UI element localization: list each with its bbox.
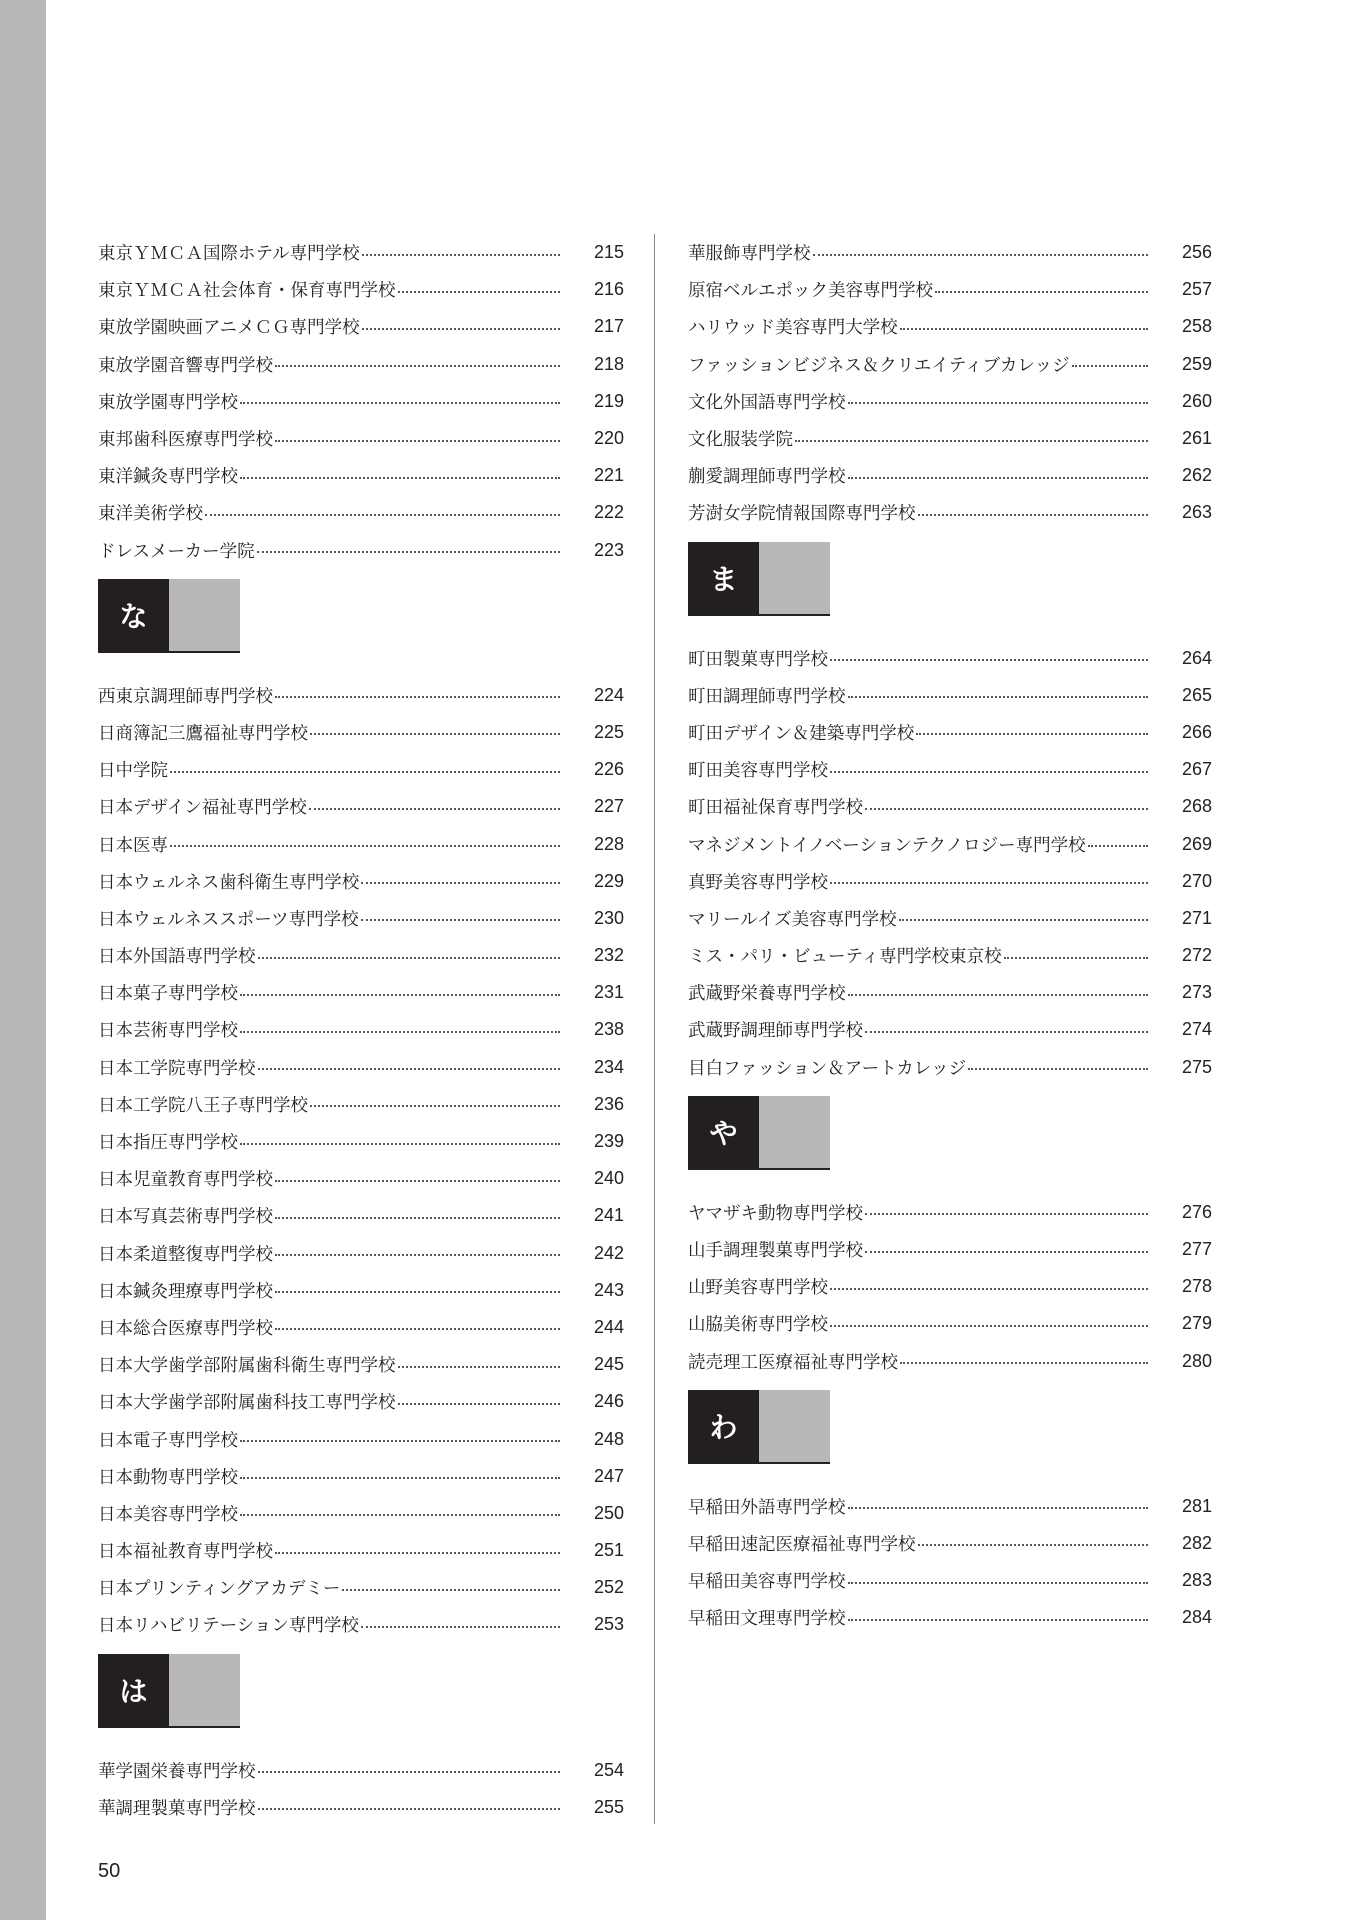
- index-entry: [688, 1194, 1212, 1231]
- index-entry: [98, 1420, 624, 1457]
- school-name: 読売理工医療福祉専門学校: [688, 1352, 898, 1373]
- index-entry: [98, 1569, 624, 1606]
- index-entry: [98, 494, 624, 531]
- dot-leader: [361, 1626, 560, 1628]
- page-ref: 243: [593, 1279, 624, 1300]
- school-name: 真野美容専門学校: [688, 872, 828, 893]
- school-name: 日本大学歯学部附属歯科衛生専門学校: [98, 1356, 396, 1377]
- school-name: 日本柔道整復専門学校: [98, 1244, 273, 1265]
- page-ref: 279: [1181, 1313, 1212, 1334]
- dot-leader: [795, 440, 1148, 442]
- dot-leader: [935, 291, 1148, 293]
- dot-leader: [258, 957, 561, 959]
- index-entry: [688, 974, 1212, 1011]
- dot-leader: [848, 402, 1149, 404]
- school-name: 山野美容専門学校: [688, 1278, 828, 1299]
- school-name: 早稲田美容専門学校: [688, 1572, 846, 1593]
- page-ref: 257: [1181, 279, 1212, 300]
- dot-leader: [813, 254, 1149, 256]
- school-name: 華学園栄養専門学校: [98, 1761, 256, 1782]
- page-ref: 242: [593, 1242, 624, 1263]
- index-entry: [688, 1488, 1212, 1525]
- school-name: 武蔵野栄養専門学校: [688, 984, 846, 1005]
- school-name: 日本プリンティングアカデミー: [98, 1579, 341, 1600]
- school-name: 東放学園音響専門学校: [98, 355, 273, 376]
- school-name: ヤマザキ動物専門学校: [688, 1203, 863, 1224]
- page-ref: 246: [593, 1391, 624, 1412]
- page-ref: 219: [593, 390, 624, 411]
- school-name: 町田製菓専門学校: [688, 649, 828, 670]
- index-entry: [98, 420, 624, 457]
- school-name: 日本鍼灸理療専門学校: [98, 1281, 273, 1302]
- index-entry: [98, 457, 624, 494]
- index-entry: [688, 900, 1212, 937]
- page-ref: 255: [593, 1796, 624, 1817]
- school-name: ファッションビジネス＆クリエイティブカレッジ: [688, 355, 1070, 376]
- index-entry: [688, 1343, 1212, 1380]
- dot-leader: [830, 659, 1148, 661]
- dot-leader: [830, 771, 1148, 773]
- page-ref: 269: [1181, 833, 1212, 854]
- index-entry: [688, 1562, 1212, 1599]
- page-ref: 252: [593, 1577, 624, 1598]
- page-ref: 268: [1181, 796, 1212, 817]
- page-ref: 260: [1181, 390, 1212, 411]
- school-name: 原宿ベルエポック美容専門学校: [688, 281, 933, 302]
- school-name: 早稲田文理専門学校: [688, 1609, 846, 1630]
- section-header: [98, 1654, 624, 1728]
- dot-leader: [205, 514, 560, 516]
- school-name: 日商簿記三鷹福祉専門学校: [98, 723, 308, 744]
- dot-leader: [830, 882, 1148, 884]
- page-ref: 283: [1181, 1570, 1212, 1591]
- page-ref: 240: [593, 1168, 624, 1189]
- section-header-gray-block: [169, 579, 240, 651]
- dot-leader: [848, 696, 1149, 698]
- school-name: 早稲田速記医療福祉専門学校: [688, 1534, 916, 1555]
- school-name: 武蔵野調理師専門学校: [688, 1021, 863, 1042]
- index-entry: [98, 1789, 624, 1826]
- page-ref: 229: [593, 870, 624, 891]
- dot-leader: [258, 1771, 561, 1773]
- dot-leader: [170, 771, 560, 773]
- dot-leader: [865, 808, 1148, 810]
- school-name: 華服飾専門学校: [688, 244, 811, 265]
- school-name: 日本福祉教育専門学校: [98, 1542, 273, 1563]
- dot-leader: [275, 440, 560, 442]
- page-ref: 218: [593, 353, 624, 374]
- school-name: 山手調理製菓専門学校: [688, 1241, 863, 1262]
- dot-leader: [362, 328, 560, 330]
- dot-leader: [1072, 365, 1148, 367]
- dot-leader: [848, 1582, 1149, 1584]
- page-ref: 251: [593, 1540, 624, 1561]
- dot-leader: [899, 919, 1148, 921]
- index-entry: [98, 308, 624, 345]
- page-ref: 273: [1181, 982, 1212, 1003]
- school-name: 日本電子専門学校: [98, 1430, 238, 1451]
- page-ref: 282: [1181, 1532, 1212, 1553]
- index-entry: [98, 1346, 624, 1383]
- dot-leader: [240, 477, 560, 479]
- dot-leader: [900, 1362, 1148, 1364]
- page-ref: 253: [593, 1614, 624, 1635]
- index-entry: [98, 271, 624, 308]
- page-ref: 265: [1181, 684, 1212, 705]
- section-kana: や: [688, 1096, 759, 1168]
- index-entry: [688, 1305, 1212, 1342]
- index-entry: [98, 346, 624, 383]
- page-ref: 267: [1181, 759, 1212, 780]
- school-name: 蒯愛調理師専門学校: [688, 467, 846, 488]
- page-ref: 221: [593, 465, 624, 486]
- page-ref: 239: [593, 1131, 624, 1152]
- index-entry: [98, 1049, 624, 1086]
- dot-leader: [275, 1180, 560, 1182]
- page-ref: 241: [593, 1205, 624, 1226]
- school-name: 芳澍女学院情報国際専門学校: [688, 504, 916, 525]
- school-name: 東洋美術学校: [98, 504, 203, 525]
- page-ref: 254: [593, 1759, 624, 1780]
- school-name: 町田美容専門学校: [688, 761, 828, 782]
- index-entry: [98, 1272, 624, 1309]
- index-entry: [98, 825, 624, 862]
- page-ref: 258: [1181, 316, 1212, 337]
- school-name: 町田福祉保育専門学校: [688, 798, 863, 819]
- index-entry: [688, 677, 1212, 714]
- index-entry: [98, 532, 624, 569]
- page-ref: 227: [593, 796, 624, 817]
- index-entry: [98, 234, 624, 271]
- dot-leader: [900, 328, 1148, 330]
- index-entry: [98, 1197, 624, 1234]
- dot-leader: [275, 1217, 560, 1219]
- page-ref: 248: [593, 1428, 624, 1449]
- school-name: 西東京調理師専門学校: [98, 686, 273, 707]
- side-bar: [0, 0, 46, 1920]
- index-entry: [98, 900, 624, 937]
- index-entry: [98, 751, 624, 788]
- dot-leader: [918, 514, 1149, 516]
- index-entry: [688, 640, 1212, 677]
- dot-leader: [848, 1507, 1149, 1509]
- school-name: 東放学園映画アニメＣＧ専門学校: [98, 318, 360, 339]
- dot-leader: [848, 1619, 1149, 1621]
- school-name: ドレスメーカー学院: [98, 541, 255, 562]
- page-ref: 223: [593, 539, 624, 560]
- page-ref: 256: [1181, 242, 1212, 263]
- page-ref: 215: [593, 242, 624, 263]
- dot-leader: [1004, 957, 1148, 959]
- dot-leader: [398, 1366, 561, 1368]
- page-ref: 216: [593, 279, 624, 300]
- page-ref: 225: [593, 721, 624, 742]
- dot-leader: [240, 402, 560, 404]
- school-name: 東京ＹＭＣＡ社会体育・保育専門学校: [98, 281, 396, 302]
- page-ref: 245: [593, 1354, 624, 1375]
- index-entry: [688, 308, 1212, 345]
- page-ref: 275: [1181, 1056, 1212, 1077]
- school-name: 文化外国語専門学校: [688, 392, 846, 413]
- dot-leader: [1088, 845, 1148, 847]
- school-name: 日本動物専門学校: [98, 1467, 238, 1488]
- index-entry: [98, 788, 624, 825]
- school-name: 町田調理師専門学校: [688, 686, 846, 707]
- page-ref: 244: [593, 1316, 624, 1337]
- dot-leader: [310, 733, 560, 735]
- dot-leader: [257, 551, 560, 553]
- school-name: 日本美容専門学校: [98, 1504, 238, 1525]
- index-entry: [98, 1495, 624, 1532]
- dot-leader: [309, 808, 560, 810]
- dot-leader: [848, 477, 1149, 479]
- dot-leader: [830, 1325, 1148, 1327]
- page-ref: 264: [1181, 647, 1212, 668]
- school-name: 日本菓子専門学校: [98, 984, 238, 1005]
- dot-leader: [275, 1254, 560, 1256]
- index-entry: [688, 271, 1212, 308]
- section-header-gray-block: [759, 1096, 830, 1168]
- index-entry: [98, 1011, 624, 1048]
- school-name: 日本リハビリテーション専門学校: [98, 1616, 359, 1637]
- school-name: 町田デザイン＆建築専門学校: [688, 723, 915, 744]
- page-ref: 262: [1181, 465, 1212, 486]
- index-entry: [688, 1599, 1212, 1636]
- index-entry: [98, 1086, 624, 1123]
- index-entry: [688, 825, 1212, 862]
- section-kana: わ: [688, 1390, 759, 1462]
- index-entry: [688, 1525, 1212, 1562]
- school-name: 日本総合医療専門学校: [98, 1318, 273, 1339]
- page-ref: 230: [593, 907, 624, 928]
- school-name: ミス・パリ・ビューティ専門学校東京校: [688, 947, 1002, 968]
- dot-leader: [398, 1403, 561, 1405]
- page-ref: 228: [593, 833, 624, 854]
- school-name: 山脇美術専門学校: [688, 1315, 828, 1336]
- page-ref: 222: [593, 502, 624, 523]
- page-ref: 220: [593, 428, 624, 449]
- school-name: 東京ＹＭＣＡ国際ホテル専門学校: [98, 244, 360, 265]
- index-entry: [98, 383, 624, 420]
- school-name: 日本工学院八王子専門学校: [98, 1095, 308, 1116]
- school-name: 日本ウェルネススポーツ専門学校: [98, 909, 359, 930]
- dot-leader: [916, 733, 1148, 735]
- index-entry: [98, 1606, 624, 1643]
- index-entry: [98, 1532, 624, 1569]
- school-name: 東邦歯科医療専門学校: [98, 430, 273, 451]
- index-entry: [688, 234, 1212, 271]
- index-entry: [688, 1268, 1212, 1305]
- index-entry: [688, 457, 1212, 494]
- school-name: 日本芸術専門学校: [98, 1021, 238, 1042]
- page-number: 50: [98, 1860, 121, 1882]
- page-ref: 277: [1181, 1239, 1212, 1260]
- column-divider: [654, 234, 655, 1824]
- page-ref: 250: [593, 1502, 624, 1523]
- dot-leader: [361, 882, 560, 884]
- page-ref: 272: [1181, 945, 1212, 966]
- page-ref: 261: [1181, 428, 1212, 449]
- section-header: [98, 579, 624, 653]
- dot-leader: [275, 1552, 560, 1554]
- dot-leader: [275, 365, 560, 367]
- section-header: [688, 1096, 1212, 1170]
- school-name: 日本指圧専門学校: [98, 1133, 238, 1154]
- section-kana: は: [98, 1654, 169, 1726]
- index-entry: [688, 494, 1212, 531]
- index-entry: [688, 383, 1212, 420]
- index-entry: [688, 1049, 1212, 1086]
- section-header-gray-block: [169, 1654, 240, 1726]
- page-ref: 236: [593, 1093, 624, 1114]
- page-ref: 266: [1181, 721, 1212, 742]
- dot-leader: [310, 1105, 560, 1107]
- page-ref: 226: [593, 759, 624, 780]
- index-entry: [98, 1458, 624, 1495]
- page-ref: 234: [593, 1056, 624, 1077]
- page-ref: 232: [593, 945, 624, 966]
- dot-leader: [918, 1544, 1149, 1546]
- school-name: 日本外国語専門学校: [98, 947, 256, 968]
- index-entry: [98, 1309, 624, 1346]
- school-name: マリールイズ美容専門学校: [688, 909, 897, 930]
- index-entry: [98, 1123, 624, 1160]
- school-name: 日本児童教育専門学校: [98, 1170, 273, 1191]
- school-name: 日本写真芸術専門学校: [98, 1207, 273, 1228]
- section-header: [688, 1390, 1212, 1464]
- page-ref: 231: [593, 982, 624, 1003]
- dot-leader: [240, 1477, 560, 1479]
- index-entry: [98, 974, 624, 1011]
- dot-leader: [240, 1031, 560, 1033]
- section-header-gray-block: [759, 1390, 830, 1462]
- section-kana: ま: [688, 542, 759, 614]
- index-entry: [688, 788, 1212, 825]
- index-entry: [98, 863, 624, 900]
- index-entry: [688, 751, 1212, 788]
- school-name: 華調理製菓専門学校: [98, 1798, 256, 1819]
- school-name: 東放学園専門学校: [98, 392, 238, 413]
- dot-leader: [240, 1514, 560, 1516]
- index-entry: [98, 1235, 624, 1272]
- dot-leader: [968, 1068, 1148, 1070]
- index-entry: [688, 420, 1212, 457]
- index-entry: [98, 677, 624, 714]
- page-ref: 274: [1181, 1019, 1212, 1040]
- school-name: 早稲田外語専門学校: [688, 1497, 846, 1518]
- school-name: ハリウッド美容専門大学校: [688, 318, 898, 339]
- section-kana: な: [98, 579, 169, 651]
- index-column-right: [688, 234, 1212, 1636]
- dot-leader: [258, 1808, 561, 1810]
- school-name: 文化服装学院: [688, 430, 793, 451]
- page-ref: 263: [1181, 502, 1212, 523]
- dot-leader: [240, 994, 560, 996]
- dot-leader: [830, 1288, 1148, 1290]
- index-entry: [98, 1383, 624, 1420]
- school-name: 日本大学歯学部附属歯科技工専門学校: [98, 1393, 396, 1414]
- page-ref: 271: [1181, 907, 1212, 928]
- page-ref: 247: [593, 1465, 624, 1486]
- page-ref: 276: [1181, 1201, 1212, 1222]
- dot-leader: [361, 919, 560, 921]
- section-header: [688, 542, 1212, 616]
- index-entry: [98, 937, 624, 974]
- page-ref: 270: [1181, 870, 1212, 891]
- dot-leader: [240, 1143, 560, 1145]
- dot-leader: [240, 1440, 560, 1442]
- index-entry: [688, 937, 1212, 974]
- page-ref: 280: [1181, 1350, 1212, 1371]
- index-entry: [98, 1752, 624, 1789]
- page-ref: 238: [593, 1019, 624, 1040]
- index-entry: [688, 714, 1212, 751]
- page-ref: 284: [1181, 1607, 1212, 1628]
- section-header-gray-block: [759, 542, 830, 614]
- dot-leader: [342, 1589, 560, 1591]
- school-name: 東洋鍼灸専門学校: [98, 467, 238, 488]
- index-column-left: [98, 234, 624, 1826]
- dot-leader: [398, 291, 561, 293]
- index-entry: [688, 863, 1212, 900]
- dot-leader: [362, 254, 560, 256]
- dot-leader: [258, 1068, 561, 1070]
- school-name: 日本ウェルネス歯科衛生専門学校: [98, 872, 360, 893]
- dot-leader: [848, 994, 1149, 996]
- dot-leader: [170, 845, 560, 847]
- school-name: マネジメントイノベーションテクノロジー専門学校: [688, 835, 1086, 856]
- dot-leader: [275, 696, 560, 698]
- school-name: 日本医専: [98, 835, 168, 856]
- index-entry: [98, 1160, 624, 1197]
- page-ref: 281: [1181, 1495, 1212, 1516]
- school-name: 日本工学院専門学校: [98, 1058, 256, 1079]
- dot-leader: [275, 1291, 560, 1293]
- school-name: 目白ファッション＆アートカレッジ: [688, 1058, 967, 1079]
- index-entry: [688, 346, 1212, 383]
- page-ref: 278: [1181, 1276, 1212, 1297]
- index-entry: [688, 1231, 1212, 1268]
- dot-leader: [275, 1328, 560, 1330]
- dot-leader: [865, 1251, 1148, 1253]
- school-name: 日本デザイン福祉専門学校: [98, 798, 307, 819]
- index-entry: [98, 714, 624, 751]
- page-ref: 259: [1181, 353, 1212, 374]
- school-name: 日中学院: [98, 761, 168, 782]
- page-ref: 224: [593, 684, 624, 705]
- dot-leader: [865, 1213, 1148, 1215]
- index-entry: [688, 1011, 1212, 1048]
- page-ref: 217: [593, 316, 624, 337]
- dot-leader: [865, 1031, 1148, 1033]
